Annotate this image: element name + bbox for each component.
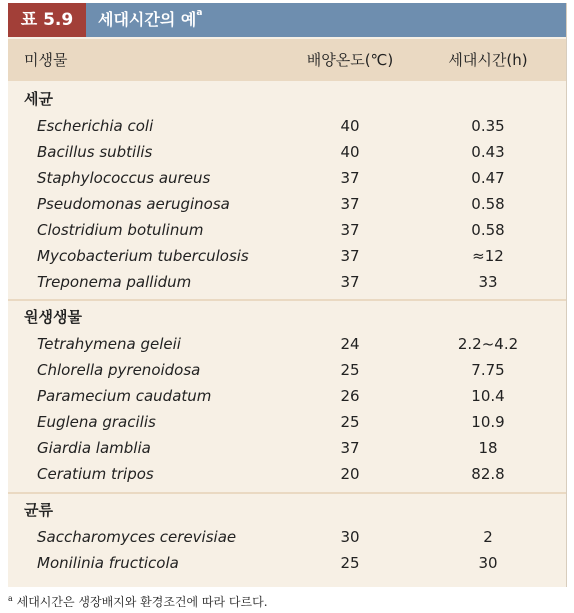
organism-name: Euglena gracilis <box>37 413 156 431</box>
table-row <box>8 113 566 139</box>
table-row <box>8 550 566 576</box>
generation-time: 18 <box>478 439 498 457</box>
table-row <box>8 383 566 409</box>
footnote-text: 세대시간은 생장배지와 환경조건에 따라 다르다. <box>16 595 268 609</box>
culture-temperature: 26 <box>340 387 360 405</box>
table-row <box>8 217 566 243</box>
culture-temperature: 25 <box>340 554 360 572</box>
table-row <box>8 191 566 217</box>
organism-name: Staphylococcus aureus <box>37 169 211 187</box>
organism-name: Tetrahymena geleii <box>37 335 181 353</box>
organism-name: Giardia lamblia <box>37 439 151 457</box>
culture-temperature: 37 <box>340 195 360 213</box>
table-row <box>8 524 566 550</box>
generation-time: 10.4 <box>471 387 505 405</box>
header-generation-time: 세대시간(h) <box>448 51 528 69</box>
culture-temperature: 24 <box>340 335 360 353</box>
generation-time: 0.35 <box>471 117 505 135</box>
generation-time: ≈12 <box>472 247 504 265</box>
table-row <box>8 165 566 191</box>
culture-temperature: 20 <box>340 465 360 483</box>
generation-time: 0.43 <box>471 143 505 161</box>
culture-temperature: 25 <box>340 413 360 431</box>
table-row <box>8 435 566 461</box>
organism-name: Ceratium tripos <box>37 465 154 483</box>
organism-name: Pseudomonas aeruginosa <box>37 195 230 213</box>
organism-name: Treponema pallidum <box>37 273 192 291</box>
generation-time: 7.75 <box>471 361 505 379</box>
table-row <box>8 243 566 269</box>
culture-temperature: 37 <box>340 273 360 291</box>
table-row <box>8 331 566 357</box>
culture-temperature: 37 <box>340 169 360 187</box>
group-label: 원생생물 <box>24 308 82 326</box>
table-title-footnote-marker: a <box>196 8 203 18</box>
organism-name: Monilinia fructicola <box>37 554 179 572</box>
culture-temperature: 37 <box>340 221 360 239</box>
generation-time: 2.2~4.2 <box>457 335 519 353</box>
generation-time: 0.58 <box>471 221 505 239</box>
generation-time: 0.58 <box>471 195 505 213</box>
generation-time: 82.8 <box>471 465 505 483</box>
organism-name: Clostridium botulinum <box>37 221 204 239</box>
table-row <box>8 357 566 383</box>
organism-name: Paramecium caudatum <box>37 387 212 405</box>
table-row <box>8 461 566 487</box>
footnote-marker: a <box>8 594 13 603</box>
table-title-text: 세대시간의 예 <box>98 10 197 29</box>
group-label: 세균 <box>24 90 53 108</box>
group-divider <box>8 299 566 301</box>
table-header-row <box>8 39 566 81</box>
group-label: 균류 <box>24 501 53 519</box>
table-row <box>8 269 566 295</box>
culture-temperature: 40 <box>340 117 360 135</box>
culture-temperature: 37 <box>340 439 360 457</box>
header-temperature: 배양온도(℃) <box>306 51 394 69</box>
generation-time: 0.47 <box>471 169 505 187</box>
organism-name: Bacillus subtilis <box>37 143 153 161</box>
table-title <box>98 3 202 37</box>
organism-name: Mycobacterium tuberculosis <box>37 247 249 265</box>
table-row <box>8 139 566 165</box>
generation-time: 30 <box>478 554 498 572</box>
culture-temperature: 40 <box>340 143 360 161</box>
organism-name: Chlorella pyrenoidosa <box>37 361 201 379</box>
organism-name: Saccharomyces cerevisiae <box>37 528 237 546</box>
group-divider <box>8 492 566 494</box>
table-title-bar <box>8 3 566 37</box>
table-row <box>8 409 566 435</box>
generation-time: 2 <box>483 528 493 546</box>
culture-temperature: 37 <box>340 247 360 265</box>
generation-time: 10.9 <box>471 413 505 431</box>
culture-temperature: 25 <box>340 361 360 379</box>
table-number: 표 5.9 <box>8 3 86 37</box>
generation-time: 33 <box>478 273 498 291</box>
footnote <box>8 593 268 610</box>
generation-time-table <box>8 3 567 587</box>
header-organism: 미생물 <box>24 51 68 69</box>
culture-temperature: 30 <box>340 528 360 546</box>
organism-name: Escherichia coli <box>37 117 154 135</box>
